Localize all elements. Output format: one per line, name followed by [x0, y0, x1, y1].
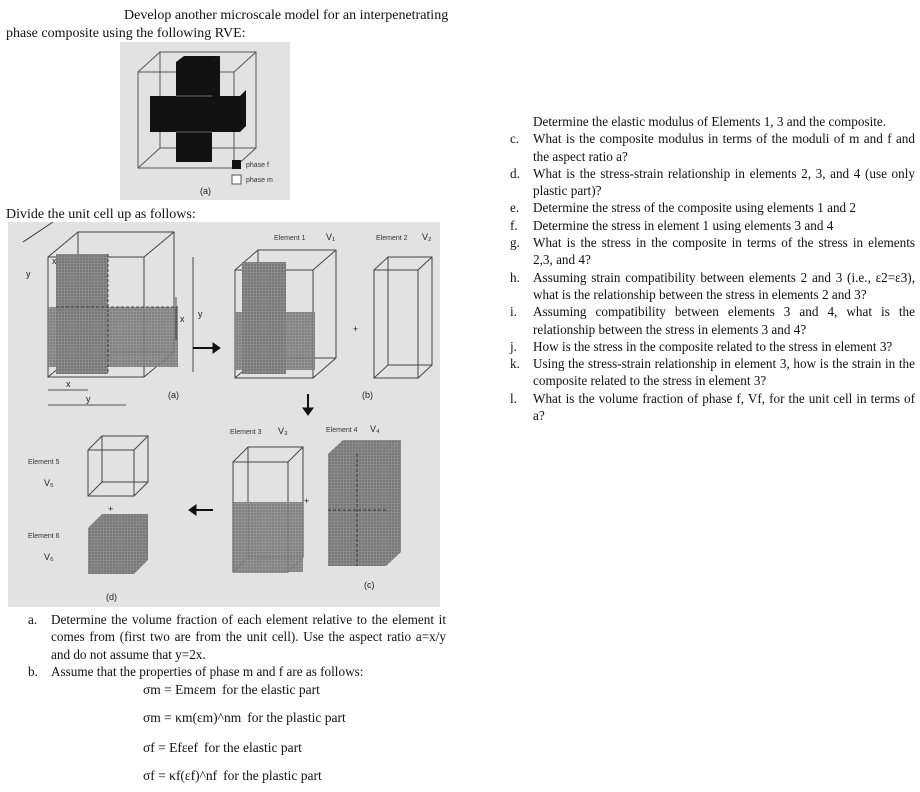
plus-e1-e2: +: [353, 324, 359, 334]
dim-x-horizontal: x: [66, 379, 71, 389]
question-text: What is the stress-strain relationship in elements 2, 3, and 4 (use only plastic part)?: [533, 165, 915, 199]
element-4-label: Element 4: [326, 427, 358, 434]
question-label: i.: [510, 304, 517, 320]
equation-f-elastic: [143, 740, 302, 756]
question-i: [510, 303, 915, 338]
legend-phase-m-label: phase m: [246, 177, 273, 184]
element-2-volume: V₂: [422, 232, 432, 242]
question-a: [28, 611, 446, 663]
legend-phase-f-label: phase f: [246, 162, 269, 169]
question-h: [510, 269, 915, 304]
equation-lhs: σm = κm(εm)^nm: [143, 710, 242, 725]
unit-cell-a: [23, 222, 203, 405]
question-text: What is the volume fraction of phase f, Vf, for the unit cell in terms of a?: [533, 390, 915, 424]
question-c: [510, 130, 915, 165]
arrow-down: [303, 394, 313, 415]
dim-y-vertical: y: [198, 309, 203, 319]
question-label: j.: [510, 338, 517, 354]
caption-b: (b): [362, 390, 373, 400]
element-5-volume: V₅: [44, 478, 54, 488]
element-2: [362, 232, 432, 400]
dim-x-diagonal: x: [52, 256, 57, 266]
question-d: [510, 165, 915, 200]
equation-m-elastic: [143, 682, 320, 698]
rve-figure: [120, 42, 290, 200]
dim-y-horizontal: y: [86, 394, 91, 404]
question-label: g.: [510, 235, 520, 251]
question-g: [510, 234, 915, 269]
problem-title: Develop another microscale model for an interpenetrating: [124, 8, 449, 23]
question-l: [510, 390, 915, 425]
question-text: Assuming strain compatibility between elements 2 and 3 (i.e., ε2=ε3), what is the relationship between the stress in elements 2 and 3?: [533, 269, 915, 302]
question-text: Using the stress-strain relationship in element 3, how is the strain in the composite related to the stress in element 3?: [533, 356, 915, 389]
element-2-label: Element 2: [376, 235, 408, 242]
arrow-right: [193, 343, 220, 353]
question-label: h.: [510, 269, 520, 285]
question-text: Determine the stress in element 1 using elements 3 and 4: [533, 217, 834, 233]
rve-caption: (a): [200, 186, 211, 196]
question-b: [28, 663, 446, 680]
element-4: [326, 424, 401, 590]
question-label: e.: [510, 200, 520, 216]
elements-figure: [8, 222, 440, 607]
legend-phase-f-swatch: [232, 160, 241, 169]
question-label: b.: [28, 663, 38, 679]
element-3-label: Element 3: [230, 429, 262, 436]
element-1-label: Element 1: [274, 235, 306, 242]
question-text: How is the stress in the composite related to the stress in element 3?: [533, 338, 893, 354]
equation-desc: for the elastic part: [204, 740, 302, 755]
element-6: [28, 514, 148, 602]
question-text: Assuming compatibility between elements 3 and 4, what is the relationship between the stress in elements 3 and 4?: [533, 304, 915, 337]
element-3: [230, 426, 309, 572]
element-1: [235, 232, 358, 378]
plus-e3-e4: +: [304, 496, 310, 506]
legend-phase-m-swatch: [232, 175, 241, 184]
question-label: f.: [510, 217, 518, 233]
question-text: Determine the stress of the composite using elements 1 and 2: [533, 200, 857, 216]
equation-m-plastic: [143, 710, 346, 726]
element-1-volume: V₁: [326, 232, 336, 242]
question-text: What is the composite modulus in terms of the moduli of m and f and the aspect ratio a?: [533, 131, 915, 164]
question-j: [510, 338, 915, 355]
caption-c: (c): [364, 580, 375, 590]
question-text: Assume that the properties of phase m and f are as follows:: [51, 663, 364, 679]
elements-diagram: [8, 222, 440, 607]
element-5: [28, 436, 148, 514]
caption-a: (a): [168, 390, 179, 400]
question-text: What is the stress in the composite in terms of the stress in elements 2,3, and 4?: [533, 235, 915, 268]
element-5-label: Element 5: [28, 459, 60, 466]
problem-subtitle: phase composite using the following RVE:: [6, 26, 246, 41]
question-label: d.: [510, 165, 520, 181]
question-label: k.: [510, 356, 520, 372]
left-question-list: [28, 611, 446, 680]
equation-lhs: σm = Emεem: [143, 682, 217, 697]
question-label: a.: [28, 612, 38, 627]
equation-desc: for the plastic part: [247, 710, 346, 725]
right-question-list: [510, 113, 915, 424]
equation-desc: for the elastic part: [222, 682, 320, 697]
element-6-label: Element 6: [28, 533, 60, 540]
equation-f-plastic: [143, 768, 322, 784]
element-3-volume: V₃: [278, 426, 288, 436]
rve-diagram: [120, 42, 290, 200]
divide-instruction: Divide the unit cell up as follows:: [6, 207, 196, 222]
element-6-volume: V₆: [44, 552, 54, 562]
question-k: [510, 355, 915, 390]
arrow-left: [189, 505, 213, 515]
caption-d: (d): [106, 592, 117, 602]
question-text: Determine the volume fraction of each element relative to the element it comes from (first two are from the unit cell). Use the aspect ratio a=x/y and do not assume that y=2x.: [51, 612, 446, 662]
right-intro: [510, 113, 915, 130]
dim-x-vertical: x: [180, 314, 185, 324]
question-f: [510, 217, 915, 234]
equation-lhs: σf = Efεef: [143, 740, 199, 755]
question-label: c.: [510, 131, 520, 147]
element-4-volume: V₄: [370, 424, 380, 434]
equation-lhs: σf = κf(εf)^nf: [143, 768, 218, 783]
question-e: [510, 199, 915, 216]
intro-text: Determine the elastic modulus of Elements 1, 3 and the composite.: [533, 114, 887, 129]
plus-e5-e6: +: [108, 504, 114, 514]
dim-y-diagonal: y: [26, 269, 31, 279]
equation-desc: for the plastic part: [223, 768, 322, 783]
question-label: l.: [510, 390, 517, 406]
